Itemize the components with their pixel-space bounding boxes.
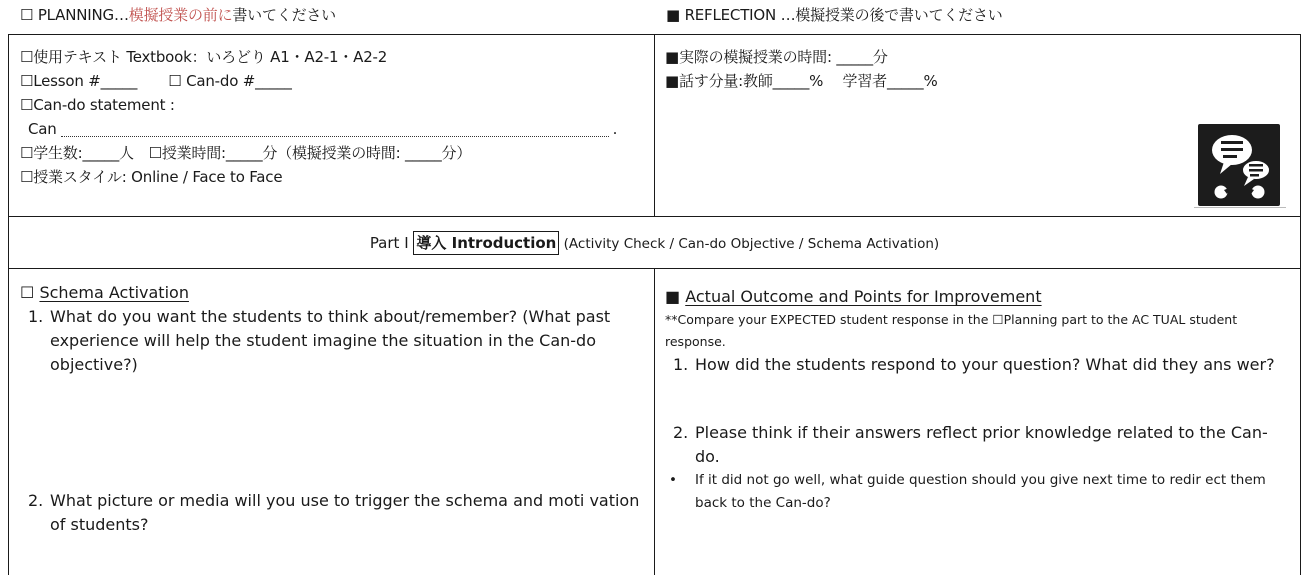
bullet-icon: • — [669, 472, 677, 488]
outcome-title-text: Actual Outcome and Points for Improvement — [685, 287, 1042, 306]
part-boxed-title: 導入 Introduction — [413, 231, 559, 255]
outcome-question-2 — [665, 421, 1300, 469]
lesson-cando-number-line — [20, 69, 654, 93]
lesson-plan-table — [8, 34, 1301, 575]
schema-activation-cell — [9, 269, 655, 575]
planning-info-cell — [9, 35, 655, 216]
info-row — [9, 35, 1300, 217]
actual-time-field[interactable]: ■実際の模擬授業の時間: _____分 — [665, 48, 888, 66]
reflection-instruction: …模擬授業の後で書いてください — [776, 6, 1003, 24]
textbook-field[interactable]: ☐使用テキスト Textbook：いろどり A1・A2-1・A2-2 — [20, 48, 388, 66]
reflection-heading — [666, 5, 1003, 25]
question-text: How did the students respond to your question? What did they ans wer? — [695, 355, 1275, 374]
schema-activation-title — [20, 281, 654, 305]
planning-instruction: 書いてください — [232, 6, 336, 24]
outcome-title — [665, 285, 1300, 309]
speech-bubbles-conversation-icon — [1198, 124, 1280, 206]
lesson-style-field[interactable]: ☐授業スタイル: Online / Face to Face — [20, 168, 283, 186]
reflection-label: REFLECTION — [684, 6, 777, 24]
outcome-question-1 — [665, 353, 1300, 377]
outcome-bullet — [665, 469, 1300, 515]
planning-heading — [20, 5, 336, 25]
planning-ellipsis: … — [113, 6, 129, 24]
question-number: 2. — [673, 423, 689, 442]
planning-checkbox[interactable]: ☐ — [20, 6, 34, 24]
outcome-checkbox[interactable]: ■ — [665, 287, 681, 306]
students-and-time-field[interactable]: ☐学生数:_____人 ☐授業時間:_____分（模擬授業の時間: _____分） — [20, 144, 472, 162]
planning-label: PLANNING — [37, 6, 114, 24]
question-number: 1. — [673, 355, 689, 374]
schema-question-1 — [20, 305, 654, 377]
cando-number-field[interactable]: ☐ Can-do #_____ — [168, 72, 292, 90]
cando-statement-label[interactable]: ☐Can-do statement : — [20, 96, 175, 114]
outcome-cell — [655, 269, 1300, 575]
question-text: What picture or media will you use to trigger the schema and moti vation of students? — [50, 491, 640, 534]
part-number: Part Ⅰ — [369, 234, 414, 252]
part-title — [9, 231, 1300, 255]
question-text: What do you want the students to think about/remember? (What past experience will help the student imagine the situation in the Can-do objective?) — [50, 307, 611, 374]
cando-statement-field[interactable] — [20, 117, 654, 141]
schema-question-2 — [20, 489, 654, 537]
bullet-text: If it did not go well, what guide question should you give next time to redir ect them back to the Can-do? — [695, 472, 1266, 511]
outcome-note: **Compare your EXPECTED student response in the ☐Planning part to the AC TUAL student response. — [665, 312, 1238, 349]
schema-checkbox[interactable]: ☐ — [20, 283, 35, 302]
can-prefix: Can — [28, 120, 57, 138]
can-suffix: . — [612, 120, 618, 138]
part-header-row — [9, 217, 1300, 269]
schema-title-text: Schema Activation — [39, 283, 189, 302]
lesson-number-field[interactable]: ☐Lesson #_____ — [20, 72, 138, 90]
icon-divider — [1194, 207, 1286, 208]
question-text: Please think if their answers reflect prior knowledge related to the Can-do. — [695, 423, 1268, 466]
talk-ratio-field[interactable]: ■話す分量:教師_____% 学習者_____% — [665, 72, 938, 90]
question-number: 2. — [28, 491, 44, 510]
reflection-checkbox[interactable]: ■ — [666, 6, 680, 24]
schema-row — [9, 269, 1300, 575]
part-subtitle: (Activity Check / Can-do Objective / Schema Activation) — [559, 236, 940, 252]
planning-red-instruction: 模擬授業の前に — [128, 6, 233, 24]
question-number: 1. — [28, 307, 44, 326]
dotted-fill-line[interactable] — [61, 122, 609, 137]
